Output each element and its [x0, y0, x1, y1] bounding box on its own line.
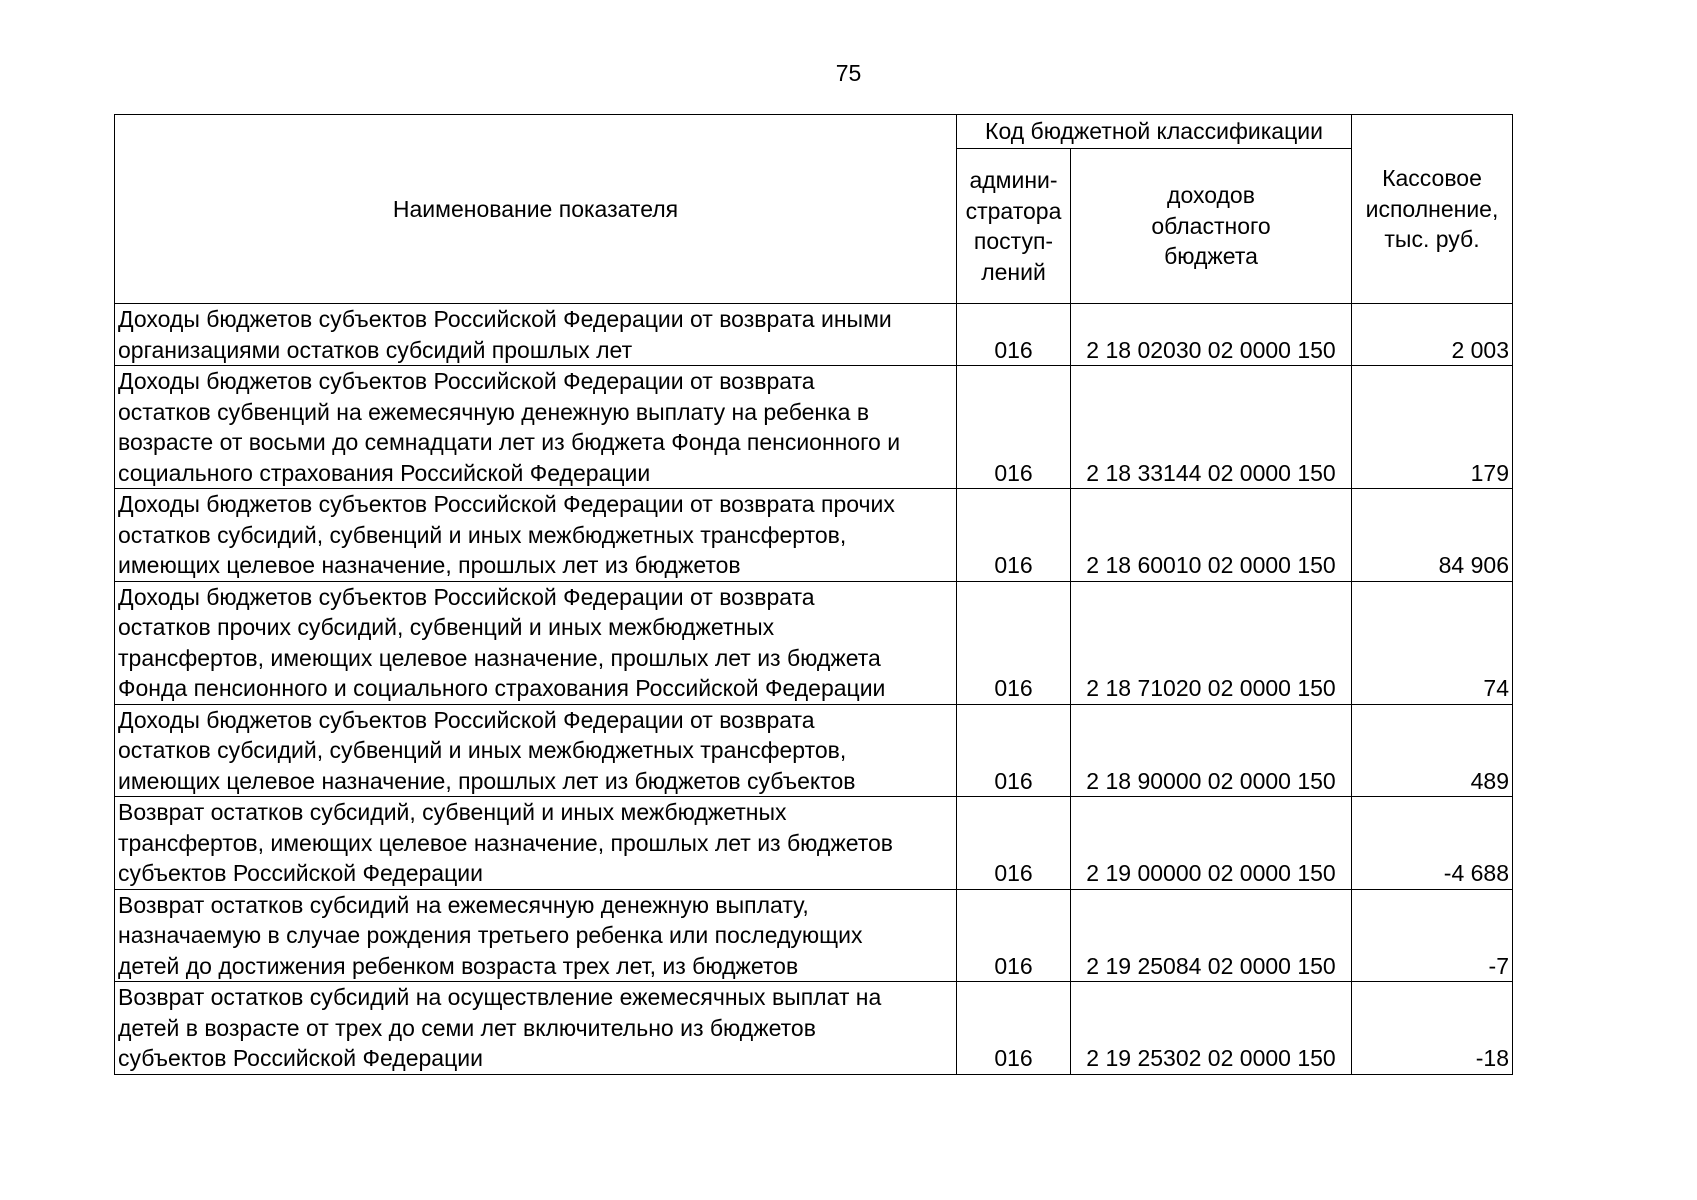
indicator-name-line: возрасте от восьми до семнадцати лет из бюджета Фонда пенсионного и: [118, 429, 901, 455]
cash-execution-cell: 489: [1352, 704, 1513, 797]
income-code-cell: 2 19 25084 02 0000 150: [1071, 889, 1352, 982]
column-header-admin-line: админи-: [969, 167, 1058, 193]
indicator-name-line: Доходы бюджетов субъектов Российской Федерации от возврата: [118, 368, 815, 394]
indicator-name-line: Возврат остатков субсидий на осуществление ежемесячных выплат на: [118, 984, 882, 1010]
indicator-name-line: Возврат остатков субсидий на ежемесячную денежную выплату,: [118, 891, 809, 918]
indicator-name-line: детей в возрасте от трех до семи лет включительно из бюджетов: [118, 1014, 816, 1041]
admin-code-cell: 016: [957, 797, 1071, 890]
admin-code-cell: 016: [957, 982, 1071, 1075]
admin-code-cell: 016: [957, 366, 1071, 489]
column-header-income-line: областного: [1151, 212, 1271, 239]
indicator-name-cell: [115, 797, 957, 890]
indicator-name-cell: [115, 304, 957, 366]
table-row: [115, 797, 1513, 890]
indicator-name-cell: [115, 489, 957, 582]
column-header-amount-line: тыс. руб.: [1384, 226, 1480, 253]
column-header-admin-line: лений: [981, 258, 1046, 285]
indicator-name-cell: [115, 366, 957, 489]
column-header-group: Код бюджетной классификации: [957, 115, 1352, 149]
indicator-name-line: организациями остатков субсидий прошлых лет: [118, 336, 633, 363]
indicator-name-line: остатков прочих субсидий, субвенций и иных межбюджетных: [118, 614, 775, 640]
column-header-admin-line: стратора: [965, 197, 1062, 224]
table-row: [115, 982, 1513, 1075]
indicator-name-line: остатков субсидий, субвенций и иных межбюджетных трансфертов,: [118, 521, 847, 548]
indicator-name-line: Возврат остатков субсидий, субвенций и иных межбюджетных: [118, 799, 787, 825]
income-code-cell: 2 18 60010 02 0000 150: [1071, 489, 1352, 582]
income-code-cell: 2 19 00000 02 0000 150: [1071, 797, 1352, 890]
column-header-name: Наименование показателя: [115, 115, 957, 304]
indicator-name-line: имеющих целевое назначение, прошлых лет из бюджетов субъектов: [118, 767, 856, 794]
table-row: [115, 581, 1513, 704]
column-header-admin: [957, 149, 1071, 304]
cash-execution-cell: 74: [1352, 581, 1513, 704]
cash-execution-cell: -4 688: [1352, 797, 1513, 890]
column-header-income-line: доходов: [1167, 182, 1255, 209]
indicator-name-line: назначаемую в случае рождения третьего ребенка или последующих: [118, 922, 863, 948]
budget-classification-table: [114, 114, 1513, 1075]
column-header-admin-line: поступ-: [973, 228, 1054, 254]
table-header-row-1: [115, 115, 1513, 149]
admin-code-cell: 016: [957, 581, 1071, 704]
income-code-cell: 2 18 90000 02 0000 150: [1071, 704, 1352, 797]
table-row: [115, 489, 1513, 582]
admin-code-cell: 016: [957, 304, 1071, 366]
indicator-name-line: Доходы бюджетов субъектов Российской Федерации от возврата прочих: [118, 491, 895, 517]
cash-execution-cell: 84 906: [1352, 489, 1513, 582]
income-code-cell: 2 18 02030 02 0000 150: [1071, 304, 1352, 366]
admin-code-cell: 016: [957, 704, 1071, 797]
admin-code-cell: 016: [957, 889, 1071, 982]
indicator-name-line: трансфертов, имеющих целевое назначение, прошлых лет из бюджетов: [118, 829, 894, 856]
indicator-name-line: остатков субвенций на ежемесячную денежную выплату на ребенка в: [118, 398, 870, 425]
income-code-cell: 2 18 33144 02 0000 150: [1071, 366, 1352, 489]
cash-execution-cell: -7: [1352, 889, 1513, 982]
admin-code-cell: 016: [957, 489, 1071, 582]
column-header-amount: [1352, 115, 1513, 304]
indicator-name-cell: [115, 704, 957, 797]
cash-execution-cell: 2 003: [1352, 304, 1513, 366]
indicator-name-line: субъектов Российской Федерации: [118, 1045, 483, 1071]
cash-execution-cell: 179: [1352, 366, 1513, 489]
income-code-cell: 2 18 71020 02 0000 150: [1071, 581, 1352, 704]
table-row: [115, 889, 1513, 982]
table-row: [115, 304, 1513, 366]
column-header-amount-line: Кассовое: [1382, 165, 1482, 192]
indicator-name-line: Доходы бюджетов субъектов Российской Федерации от возврата иными: [118, 306, 892, 332]
table-row: [115, 704, 1513, 797]
indicator-name-line: Доходы бюджетов субъектов Российской Федерации от возврата: [118, 706, 815, 733]
indicator-name-line: Фонда пенсионного и социального страхования Российской Федерации: [118, 675, 886, 701]
indicator-name-line: имеющих целевое назначение, прошлых лет из бюджетов: [118, 552, 741, 578]
indicator-name-line: социального страхования Российской Федерации: [118, 459, 651, 486]
indicator-name-cell: [115, 581, 957, 704]
income-code-cell: 2 19 25302 02 0000 150: [1071, 982, 1352, 1075]
indicator-name-line: субъектов Российской Федерации: [118, 860, 483, 886]
column-header-income: [1071, 149, 1352, 304]
indicator-name-line: Доходы бюджетов субъектов Российской Федерации от возврата: [118, 583, 815, 610]
column-header-amount-line: исполнение,: [1365, 195, 1499, 222]
column-header-income-line: бюджета: [1164, 243, 1258, 270]
page-number: 75: [835, 60, 862, 86]
indicator-name-line: трансфертов, имеющих целевое назначение, прошлых лет из бюджета: [118, 644, 881, 671]
indicator-name-cell: [115, 982, 957, 1075]
indicator-name-line: остатков субсидий, субвенций и иных межбюджетных трансфертов,: [118, 737, 847, 763]
cash-execution-cell: -18: [1352, 982, 1513, 1075]
indicator-name-line: детей до достижения ребенком возраста трех лет, из бюджетов: [118, 952, 799, 979]
table-row: [115, 366, 1513, 489]
indicator-name-cell: [115, 889, 957, 982]
